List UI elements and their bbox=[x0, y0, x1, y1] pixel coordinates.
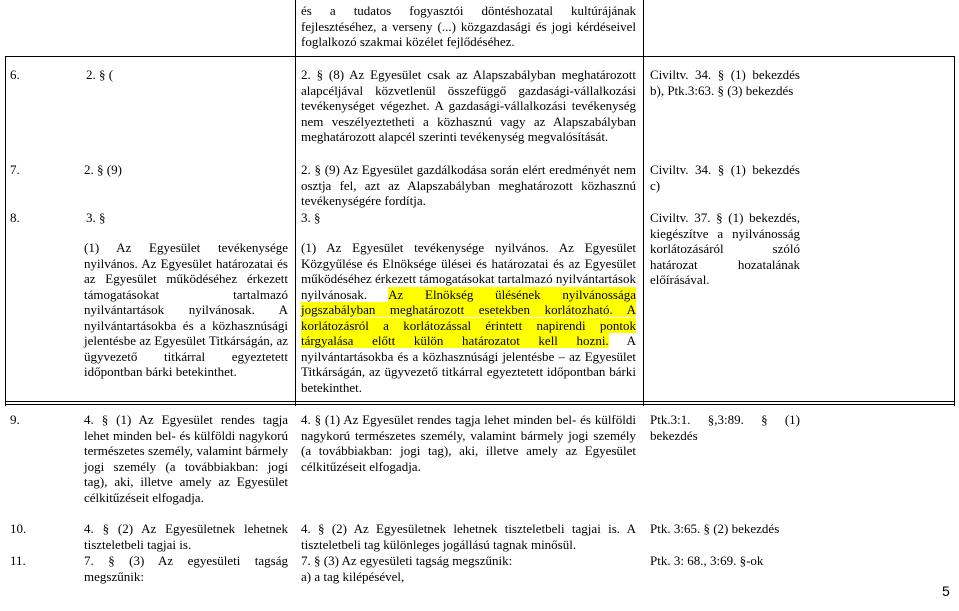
new-reference: 3. § bbox=[301, 210, 321, 225]
new-provision-text: 4. § (1) Az Egyesület rendes tagja lehet minden bel- és külföldi nagykorú természetes személy, valamint bármely jogi személy (a továbbiakban: jogi tag), aki, illetve amely az Egyesület célkitűzéseit elfogadja. bbox=[301, 412, 636, 474]
left-border bbox=[5, 56, 6, 406]
new-provision-text: 2. § (9) Az Egyesület gazdálkodása során elért eredményét nem osztja fel, azt az Alapszabályban meghatározott közhasznú tevékenységére fordítja. bbox=[301, 162, 636, 208]
row-number: 11. bbox=[10, 553, 26, 568]
new-provision-text: 2. § (8) Az Egyesület csak az Alapszabályban meghatározott alapcéljával közvetlenül összefüggő gazdasági-vállalkozási tevékenységet végezhet. A gazdasági-vállalkozási tevékenység nem veszélyeztetheti a közhasznú vagy az Alapszabályban meghatározott alapcél szerinti tevékenység megvalósítását. bbox=[301, 67, 636, 144]
row-number: 7. bbox=[10, 162, 20, 177]
top-continuation-text: és a tudatos fogyasztói döntéshozatal kultúrájának fejlesztéséhez, a verseny (...) közgazdasági és jogi kérdéseivel foglalkozó szakmai közélet fejlődéséhez. bbox=[301, 3, 636, 49]
old-reference: 3. § bbox=[86, 210, 106, 225]
row-number: 9. bbox=[10, 412, 20, 427]
old-provision-text: 4. § (1) Az Egyesület rendes tagja lehet minden bel- és külföldi nagykorú természetes személy, valamint bármely jogi személy (a továbbiakban: jogi tag), aki, illetve amely az Egyesület célkitűzéseit elfogadja. bbox=[84, 412, 288, 505]
legal-source: Ptk.3:1. §,3:89. § (1) bekezdés bbox=[650, 412, 800, 443]
row-divider bbox=[5, 404, 954, 405]
legal-source: Ptk. 3:65. § (2) bekezdés bbox=[650, 521, 780, 536]
legal-source: Civiltv. 34. § (1) bekezdés c) bbox=[650, 162, 800, 193]
row-divider bbox=[5, 401, 954, 402]
legal-source: Civiltv. 34. § (1) bekezdés b), Ptk.3:63. § (3) bekezdés bbox=[650, 67, 800, 98]
old-reference: 2. § ( bbox=[86, 67, 114, 82]
top-border bbox=[5, 56, 954, 57]
highlighted-amendment: Az Elnökség ülésének nyilvánossága jogszabályban meghatározott esetekben korlátozható. A korlátozásról a korlátozással érintett napirendi pontok tárgyalása előtt külön határozatot kell hozni. bbox=[301, 286, 636, 348]
old-provision-text: 7. § (3) Az egyesületi tagság megszűnik: bbox=[84, 553, 288, 584]
row-number: 6. bbox=[10, 67, 20, 82]
column-divider bbox=[643, 0, 644, 406]
new-provision-text bbox=[301, 240, 636, 395]
legal-source: Civiltv. 37. § (1) bekezdés, kiegészítve a nyilvánosság korlátozásáról szóló határozat hozatalának előírásával. bbox=[650, 210, 800, 287]
old-provision-text: (1) Az Egyesület tevékenysége nyilvános. Az Egyesület határozatai és az Egyesület működéséhez érkezett támogatásokat tartalmazó nyilvántartások nyilvánosak. A nyilvántartásokba és a közhasznúsági jelentésbe az Egyesület Titkárságán, az ügyvezető titkárral egyeztetett időpontban bárki betekinthet. bbox=[84, 240, 288, 379]
new-text-part: (1) Az Egyesület tevékenysége nyilvános. Az Egyesület Közgyűlése és Elnöksége ülései és határozatai és az Egyesület működéséhez érkezett támogatásokat tartalmazó nyilvántartások nyilvánosak. bbox=[301, 240, 636, 302]
column-divider bbox=[295, 0, 296, 406]
row-number: 10. bbox=[10, 521, 27, 536]
new-provision-list-item: a) a tag kilépésével, bbox=[301, 569, 405, 584]
row-number: 8. bbox=[10, 210, 20, 225]
new-text-part: A nyilvántartásokba és a közhasznúsági jelentésbe – az Egyesület Titkárságán, az ügyvezető titkárral egyeztetett időpontban bárki betekinthet. bbox=[301, 333, 636, 395]
right-border bbox=[954, 56, 955, 406]
legal-source: Ptk. 3: 68., 3:69. §-ok bbox=[650, 553, 764, 568]
new-provision-text: 4. § (2) Az Egyesületnek lehetnek tiszteletbeli tagjai is. A tiszteletbeli tag különleges jogállású tagnak minősül. bbox=[301, 521, 636, 552]
new-provision-text: 7. § (3) Az egyesületi tagság megszűnik: bbox=[301, 553, 513, 568]
page-number: 5 bbox=[942, 583, 950, 599]
old-reference: 2. § (9) bbox=[84, 162, 122, 177]
old-provision-text: 4. § (2) Az Egyesületnek lehetnek tiszteletbeli tagjai is. bbox=[84, 521, 288, 552]
